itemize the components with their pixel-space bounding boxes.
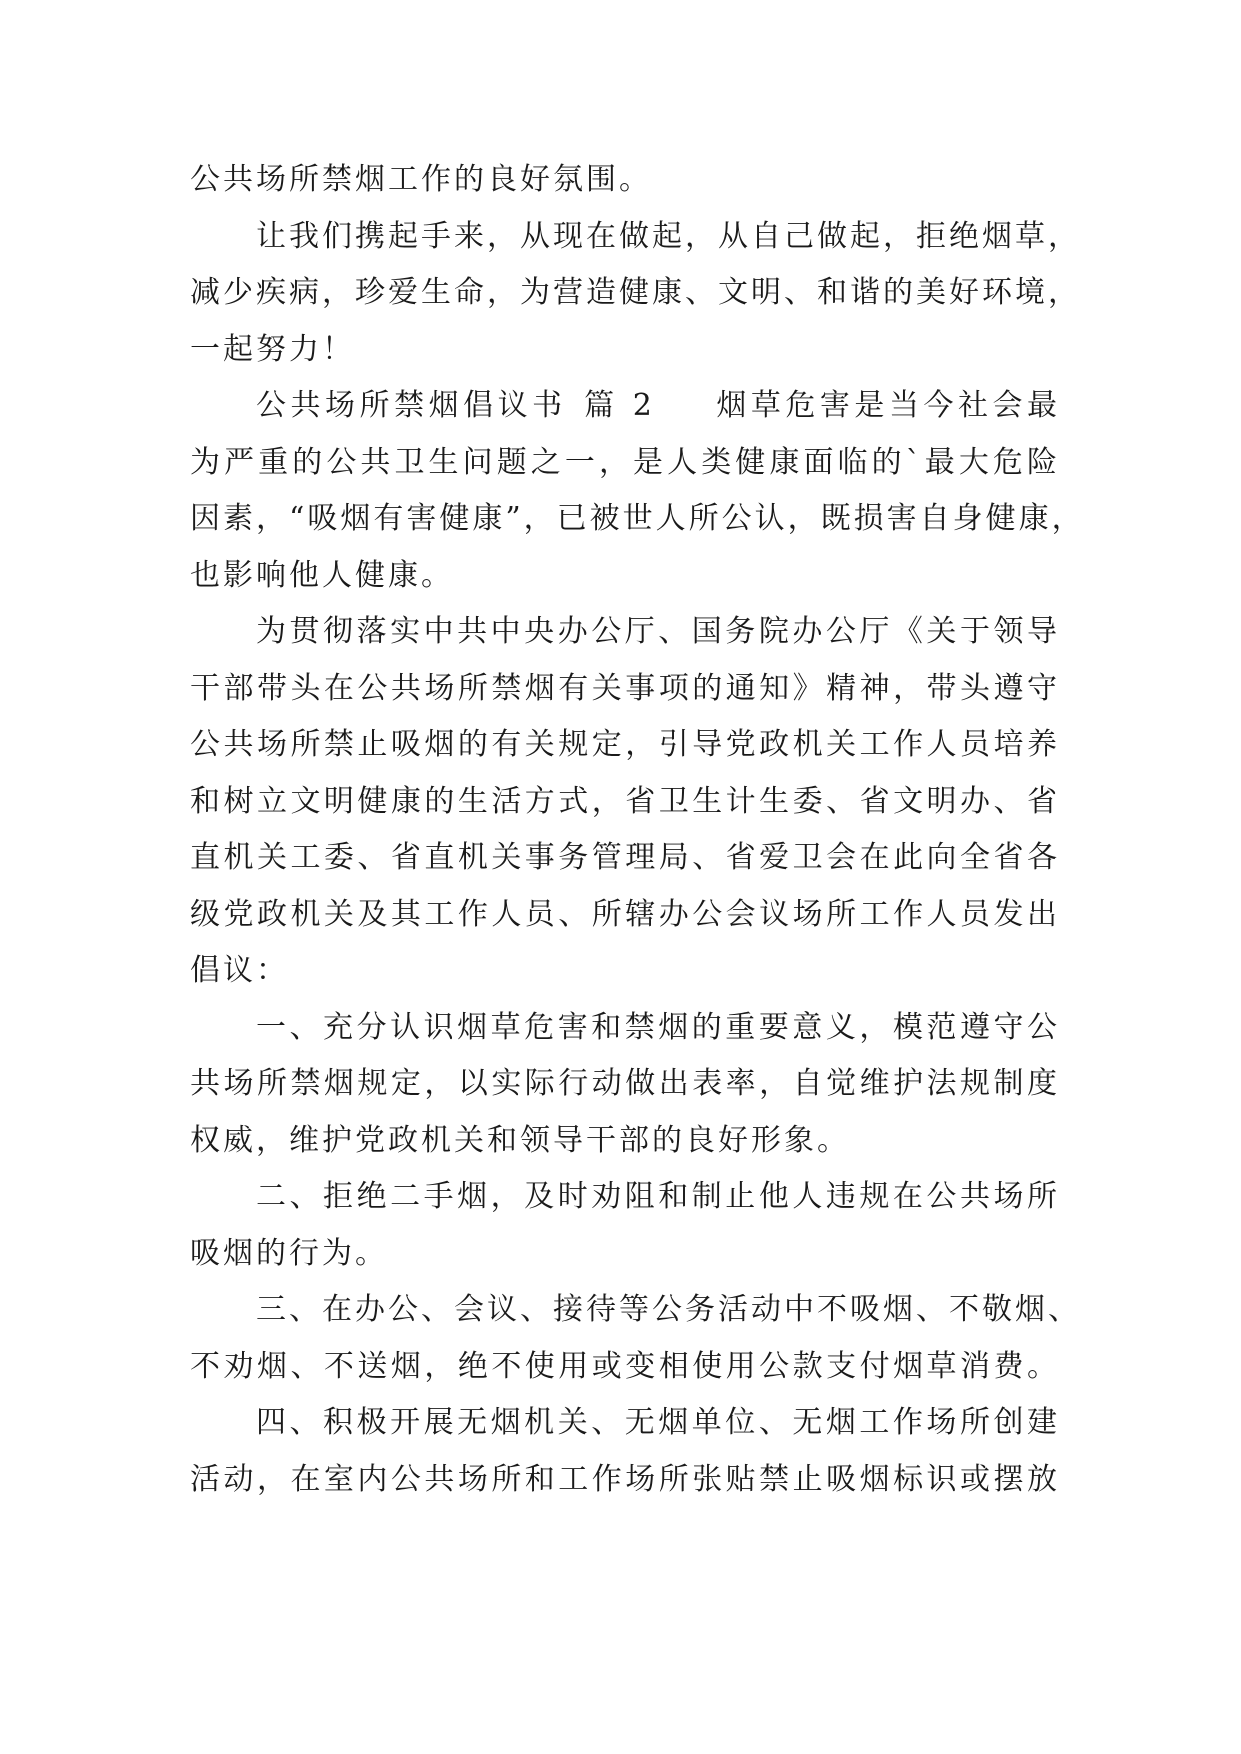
text-line: 和树立文明健康的生活方式，省卫生计生委、省文明办、省 [190,783,1060,819]
text-line: 三、在办公、会议、接待等公务活动中不吸烟、不敬烟、 [256,1292,1081,1327]
text-line: 直机关工委、省直机关事务管理局、省爱卫会在此向全省各 [190,840,1060,875]
text-line: 让我们携起手来，从现在做起，从自己做起，拒绝烟草， [256,218,1081,254]
paragraph-purpose [190,604,1060,1000]
paragraph-continuation [190,152,1060,209]
section-title: 公共场所禁烟倡议书 [256,388,567,423]
text-line: 一起努力！ [190,331,355,367]
text-line: 公共场所禁烟工作的良好氛围。 [190,162,652,197]
text-fragment: 烟草危害是当今社会最 [714,388,1061,423]
text-line: 一、充分认识烟草危害和禁烟的重要意义，模范遵守公 [256,1009,1060,1045]
text-line: 减少疾病，珍爱生命，为营造健康、文明、和谐的美好环境， [190,275,1081,310]
text-line: 二、拒绝二手烟，及时劝阻和制止他人违规在公共场所 [256,1179,1060,1214]
text-line: 倡议： [190,953,289,988]
paragraph-item-4 [190,1395,1060,1508]
document-body [190,152,1085,1508]
text-line: 级党政机关及其工作人员、所辖办公会议场所工作人员发出 [190,896,1060,932]
text-line: 权威，维护党政机关和领导干部的良好形象。 [190,1122,850,1158]
section-number: 篇 2 [582,388,655,423]
text-line: 为严重的公共卫生问题之一，是人类健康面临的`最大危险 [190,444,1060,480]
paragraph-section-2 [190,378,1085,604]
text-line: 四、积极开展无烟机关、无烟单位、无烟工作场所创建 [256,1405,1060,1440]
text-line: 吸烟的行为。 [190,1235,388,1271]
text-line: 共场所禁烟规定，以实际行动做出表率，自觉维护法规制度 [190,1066,1060,1101]
paragraph-call-to-action [190,209,1081,379]
text-line: 不劝烟、不送烟，绝不使用或变相使用公款支付烟草消费。 [190,1348,1060,1384]
section-heading-line [190,378,1060,435]
text-line: 也影响他人健康。 [190,557,454,593]
text-line: 活动，在室内公共场所和工作场所张贴禁止吸烟标识或摆放 [190,1461,1060,1497]
text-line: 公共场所禁止吸烟的有关规定，引导党政机关工作人员培养 [190,727,1060,762]
text-line: 为贯彻落实中共中央办公厅、国务院办公厅《关于领导 [256,614,1060,649]
paragraph-item-2 [190,1169,1060,1282]
text-line: 干部带头在公共场所禁烟有关事项的通知》精神，带头遵守 [190,670,1060,706]
paragraph-item-3 [190,1282,1081,1395]
text-line: 因素，“吸烟有害健康”，已被世人所公认，既损害自身健康， [190,501,1085,536]
paragraph-item-1 [190,1000,1060,1170]
